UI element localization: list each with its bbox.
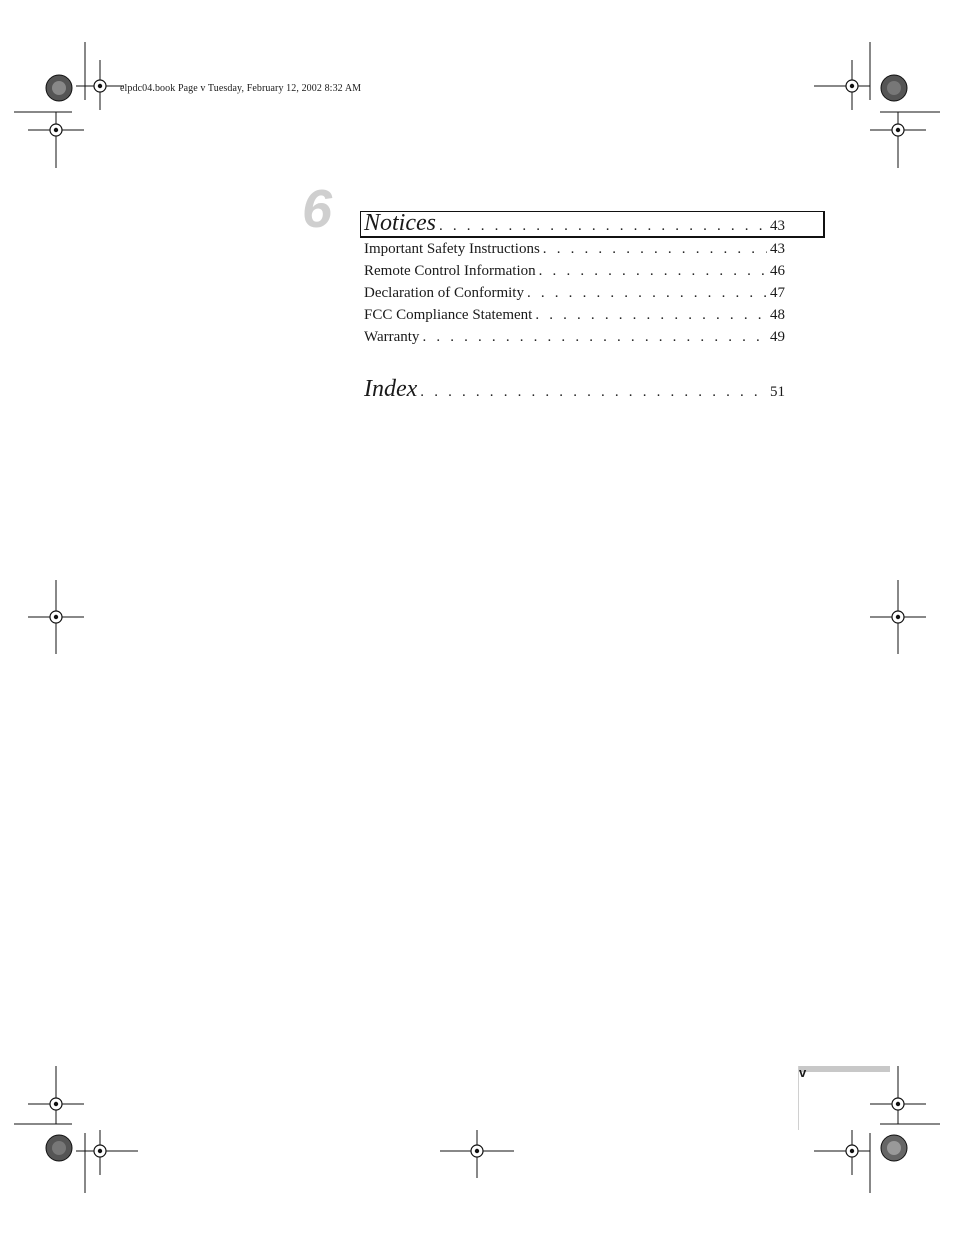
toc-page-number: 43 xyxy=(770,218,785,234)
folio-bar xyxy=(798,1066,890,1072)
toc-title: FCC Compliance Statement xyxy=(364,307,533,323)
toc-entry[interactable] xyxy=(364,329,785,346)
toc-title: Index xyxy=(364,376,418,402)
toc-page-number: 49 xyxy=(770,329,785,345)
toc-chapter-notices[interactable] xyxy=(364,210,785,237)
toc-entry[interactable] xyxy=(364,263,785,280)
toc-leader-dots xyxy=(422,329,767,346)
toc-page-number: 51 xyxy=(770,384,785,400)
toc-chapter-index[interactable] xyxy=(364,376,785,403)
page-folio: v xyxy=(799,1065,807,1080)
toc-page-number: 46 xyxy=(770,263,785,279)
toc-title: Warranty xyxy=(364,329,420,345)
toc-title: Notices xyxy=(364,210,436,236)
toc-page-number: 48 xyxy=(770,307,785,323)
toc-leader-dots xyxy=(543,241,767,258)
toc-leader-dots xyxy=(535,307,767,324)
toc-leader-dots xyxy=(539,263,767,280)
toc-page-number: 43 xyxy=(770,241,785,257)
page-header-slug: elpdc04.book Page v Tuesday, February 12, 2002 8:32 AM xyxy=(120,83,362,94)
toc-leader-dots xyxy=(420,384,767,401)
toc-title: Declaration of Conformity xyxy=(364,285,524,301)
toc-page-number: 47 xyxy=(770,285,785,301)
toc-leader-dots xyxy=(439,218,767,235)
toc-title: Remote Control Information xyxy=(364,263,536,279)
toc-entry[interactable] xyxy=(364,241,785,258)
toc-entry[interactable] xyxy=(364,307,785,324)
chapter-number: 6 xyxy=(302,179,333,239)
toc-entry[interactable] xyxy=(364,285,785,302)
toc-leader-dots xyxy=(527,285,767,302)
toc-title: Important Safety Instructions xyxy=(364,241,540,257)
